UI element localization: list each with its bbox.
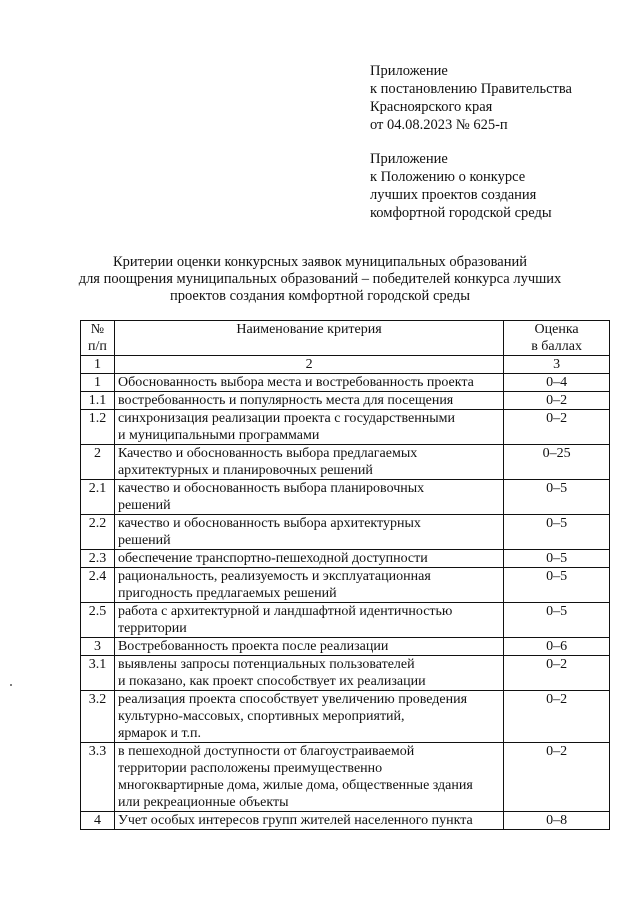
table-row — [81, 656, 610, 691]
criterion-score: 0–5 — [504, 568, 610, 603]
criterion-name-line: синхронизация реализации проекта с государственными — [117, 411, 455, 426]
table-row — [81, 374, 610, 392]
criterion-score: 0–25 — [504, 445, 610, 480]
criterion-name-line: решений — [117, 498, 171, 513]
header-number-line: № — [90, 322, 105, 337]
criterion-name-line: работа с архитектурной и ландшафтной идентичностью — [117, 604, 453, 619]
criterion-score: 0–2 — [504, 410, 610, 445]
criterion-score: 0–2 — [504, 392, 610, 410]
criterion-number: 2 — [81, 445, 115, 480]
criterion-name-line: в пешеходной доступности от благоустраиваемой — [117, 744, 415, 759]
appendix-line: лучших проектов создания — [370, 187, 537, 203]
criterion-number: 3.3 — [81, 743, 115, 812]
criterion-score: 0–5 — [504, 480, 610, 515]
criterion-number: 2.5 — [81, 603, 115, 638]
criterion-score: 0–2 — [504, 691, 610, 743]
criterion-score: 0–5 — [504, 550, 610, 568]
title-line: для поощрения муниципальных образований – победителей конкурса лучших — [78, 271, 562, 287]
criterion-name-line: территории — [117, 621, 187, 636]
table-row — [81, 638, 610, 656]
table-row — [81, 410, 610, 445]
criterion-name-line: или рекреационные объекты — [117, 795, 289, 810]
criterion-name — [114, 410, 503, 445]
title-line: Критерии оценки конкурсных заявок муниципальных образований — [112, 254, 528, 270]
column-index: 1 — [81, 356, 115, 374]
criterion-score: 0–2 — [504, 656, 610, 691]
criterion-name-line: качество и обоснованность выбора планировочных — [117, 481, 425, 496]
criterion-name-line: ярмарок и т.п. — [117, 726, 202, 741]
criterion-number: 3 — [81, 638, 115, 656]
appendix-line: к Положению о конкурсе — [370, 169, 526, 185]
appendix-line: комфортной городской среды — [370, 205, 552, 221]
criterion-name-line: и муниципальными программами — [117, 428, 320, 443]
criterion-number: 4 — [81, 812, 115, 830]
criterion-name-line: реализация проекта способствует увеличению проведения — [117, 692, 468, 707]
criterion-name — [114, 515, 503, 550]
criterion-name-line: Востребованность проекта после реализации — [117, 639, 389, 654]
criterion-name-line: и показано, как проект способствует их реализации — [117, 674, 426, 689]
table-row — [81, 691, 610, 743]
header-score-line: Оценка — [534, 322, 579, 337]
appendix-resolution-block — [370, 62, 572, 134]
criterion-name-line: рациональность, реализуемость и эксплуатационная — [117, 569, 431, 584]
appendix-line: Приложение — [370, 151, 448, 167]
criteria-table — [80, 320, 610, 830]
criterion-name — [114, 445, 503, 480]
criterion-name — [114, 691, 503, 743]
criterion-name-line: территории расположены преимущественно — [117, 761, 383, 776]
criterion-name — [114, 392, 503, 410]
criterion-number: 2.3 — [81, 550, 115, 568]
table-row — [81, 743, 610, 812]
criterion-name — [114, 568, 503, 603]
appendix-line: Красноярского края — [370, 99, 493, 115]
criterion-score: 0–5 — [504, 515, 610, 550]
column-index: 3 — [504, 356, 610, 374]
criterion-number: 2.4 — [81, 568, 115, 603]
criterion-number: 2.2 — [81, 515, 115, 550]
table-row — [81, 812, 610, 830]
table-row — [81, 445, 610, 480]
criterion-name-line: решений — [117, 533, 171, 548]
criterion-score: 0–5 — [504, 603, 610, 638]
criterion-number: 1.2 — [81, 410, 115, 445]
table-header-row — [81, 321, 610, 356]
criterion-name — [114, 638, 503, 656]
criterion-name-line: Качество и обоснованность выбора предлагаемых — [117, 446, 418, 461]
table-row — [81, 515, 610, 550]
criterion-name-line: Учет особых интересов групп жителей населенного пункта — [117, 813, 473, 828]
appendix-regulation-block — [370, 150, 552, 222]
criterion-name — [114, 603, 503, 638]
criterion-number: 3.2 — [81, 691, 115, 743]
appendix-line: Приложение — [370, 63, 448, 79]
appendix-line: к постановлению Правительства — [370, 81, 572, 97]
scan-speck — [10, 684, 12, 686]
title-line: проектов создания комфортной городской среды — [170, 288, 470, 304]
criterion-name — [114, 550, 503, 568]
criterion-score: 0–2 — [504, 743, 610, 812]
table-row — [81, 480, 610, 515]
criterion-score: 0–6 — [504, 638, 610, 656]
criterion-number: 3.1 — [81, 656, 115, 691]
criterion-name-line: архитектурных и планировочных решений — [117, 463, 373, 478]
criterion-name — [114, 480, 503, 515]
header-number-line: п/п — [88, 339, 107, 354]
column-index-row — [81, 356, 610, 374]
table-row — [81, 550, 610, 568]
header-criterion-name: Наименование критерия — [114, 321, 503, 356]
header-number — [81, 321, 115, 356]
criterion-name-line: многоквартирные дома, жилые дома, общественные здания — [117, 778, 473, 793]
criterion-name-line: культурно-массовых, спортивных мероприятий, — [117, 709, 405, 724]
column-index: 2 — [114, 356, 503, 374]
appendix-line: от 04.08.2023 № 625-п — [370, 117, 508, 133]
criterion-number: 1.1 — [81, 392, 115, 410]
criteria-table-body — [81, 374, 610, 830]
criterion-score: 0–4 — [504, 374, 610, 392]
criterion-name — [114, 812, 503, 830]
document-title — [60, 254, 580, 305]
criterion-name-line: обеспечение транспортно-пешеходной доступности — [117, 551, 428, 566]
criterion-name-line: востребованность и популярность места для посещения — [117, 393, 454, 408]
criterion-name — [114, 743, 503, 812]
criterion-score: 0–8 — [504, 812, 610, 830]
criterion-name-line: качество и обоснованность выбора архитектурных — [117, 516, 421, 531]
criterion-number: 2.1 — [81, 480, 115, 515]
criterion-name-line: выявлены запросы потенциальных пользователей — [117, 657, 415, 672]
header-score-line: в баллах — [531, 339, 582, 354]
table-row — [81, 392, 610, 410]
table-row — [81, 603, 610, 638]
criterion-name — [114, 656, 503, 691]
criterion-name-line: пригодность предлагаемых решений — [117, 586, 337, 601]
criterion-name — [114, 374, 503, 392]
criterion-name-line: Обоснованность выбора места и востребованность проекта — [117, 375, 474, 390]
criterion-number: 1 — [81, 374, 115, 392]
table-row — [81, 568, 610, 603]
header-score — [504, 321, 610, 356]
